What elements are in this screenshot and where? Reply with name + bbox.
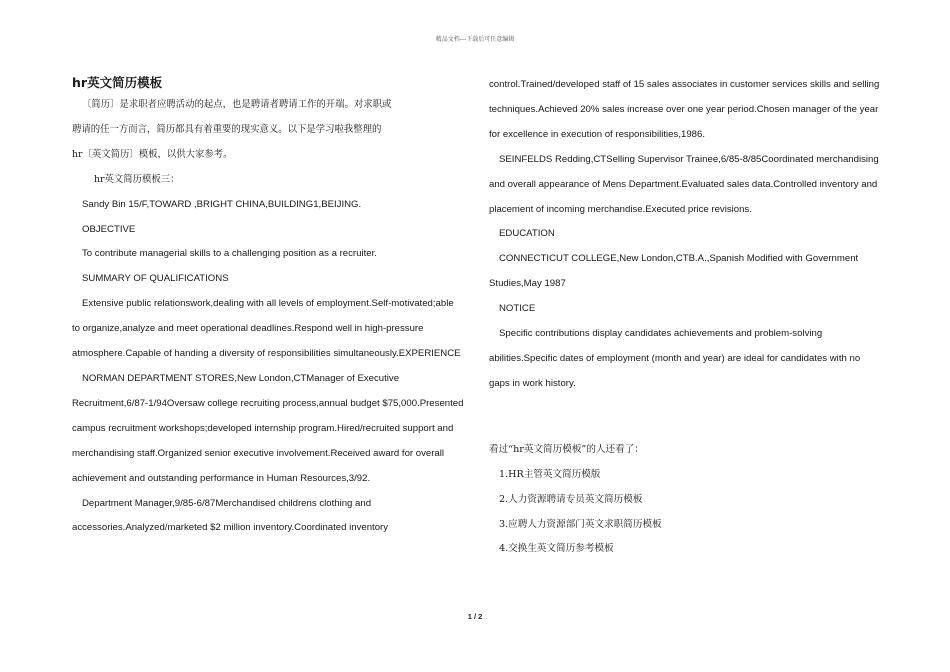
section-heading-summary: SUMMARY OF QUALIFICATIONS — [82, 273, 229, 285]
left-column — [72, 73, 464, 541]
page-number: 1 / 2 — [467, 612, 483, 621]
related-link[interactable]: 2.人力资源聘请专员英文简历模板 — [499, 493, 643, 505]
related-link[interactable]: 1.HR主管英文简历模版 — [499, 468, 601, 480]
intro-line: hr〔英文简历〕模板，以供大家参考。 — [72, 148, 233, 160]
summary-text: Extensive public relationswork,dealing with all levels of employment.Self-motivated;able to organize,analyze and meet operational deadlines.Respond well in high-pressure atmosphere.Capable of handing a diversity of responsibilities simultaneously.EXPERIENCE — [72, 298, 461, 360]
section-heading-notice: NOTICE — [499, 303, 536, 315]
notice-text: Specific contributions display candidates achievements and problem-solving abilities.Specific dates of employment (month and year) are ideal for candidates with no gaps in work history. — [489, 328, 861, 389]
intro-line: 聘请的任一方而言，简历都具有着重要的现实意义。以下是学习啦我整理的 — [72, 123, 382, 135]
experience-seinfelds: SEINFELDS Redding,CTSelling Supervisor Trainee,6/85-8/85Coordinated merchandising and overall appearance of Mens Department.Evaluated sales data.Controlled inventory and placement of incoming merchandise.Executed price revisions. — [489, 153, 879, 215]
objective-text: To contribute managerial skills to a challenging position as a recruiter. — [82, 248, 377, 260]
experience-department-manager: Department Manager,9/85-6/87Merchandised childrens clothing and accessories.Analyzed/marketed $2 million inventory.Coordinated inventory — [72, 497, 389, 534]
related-link[interactable]: 3.应聘人力资源部门英文求职简历模板 — [499, 518, 662, 530]
related-heading: 看过“hr英文简历模板”的人还看了： — [489, 443, 644, 455]
intro-paragraph — [72, 93, 464, 168]
page-title: hr英文简历模板 — [72, 75, 163, 90]
related-list — [489, 463, 881, 563]
spacer — [489, 397, 881, 438]
related-link[interactable]: 4.交换生英文简历参考模板 — [499, 543, 614, 555]
contact-line: Sandy Bin 15/F,TOWARD ,BRIGHT CHINA,BUILDING1,BEIJING. — [82, 198, 362, 210]
section-heading-education: EDUCATION — [499, 228, 555, 240]
section-heading-objective: OBJECTIVE — [82, 223, 136, 235]
education-text: CONNECTICUT COLLEGE,New London,CTB.A.,Spanish Modified with Government Studies,May 1987 — [489, 253, 859, 290]
experience-norman: NORMAN DEPARTMENT STORES,New London,CTManager of Executive Recruitment,6/87-1/94Oversaw college recruiting process,annual budget $75,000.Presented campus recruitment workshops;developed internship program.Hired/recruited support and merchandising staff.Organized senior executive involvement.Received award for overall achievement and outstanding performance in Human Resources,3/92. — [72, 372, 464, 484]
template-subtitle: hr英文简历模板三： — [94, 173, 180, 185]
header-watermark: 精品文档---下载后可任意编辑 — [435, 36, 515, 43]
experience-continued: control.Trained/developed staff of 15 sales associates in customer services skills and selling techniques.Achieved 20% sales increase over one year period.Chosen manager of the year for excellence in execution of responsibilities,1986. — [489, 79, 880, 140]
right-column — [489, 73, 881, 562]
intro-line: 〔简历〕是求职者应聘活动的起点，也是聘请者聘请工作的开端。对求职或 — [82, 99, 392, 110]
